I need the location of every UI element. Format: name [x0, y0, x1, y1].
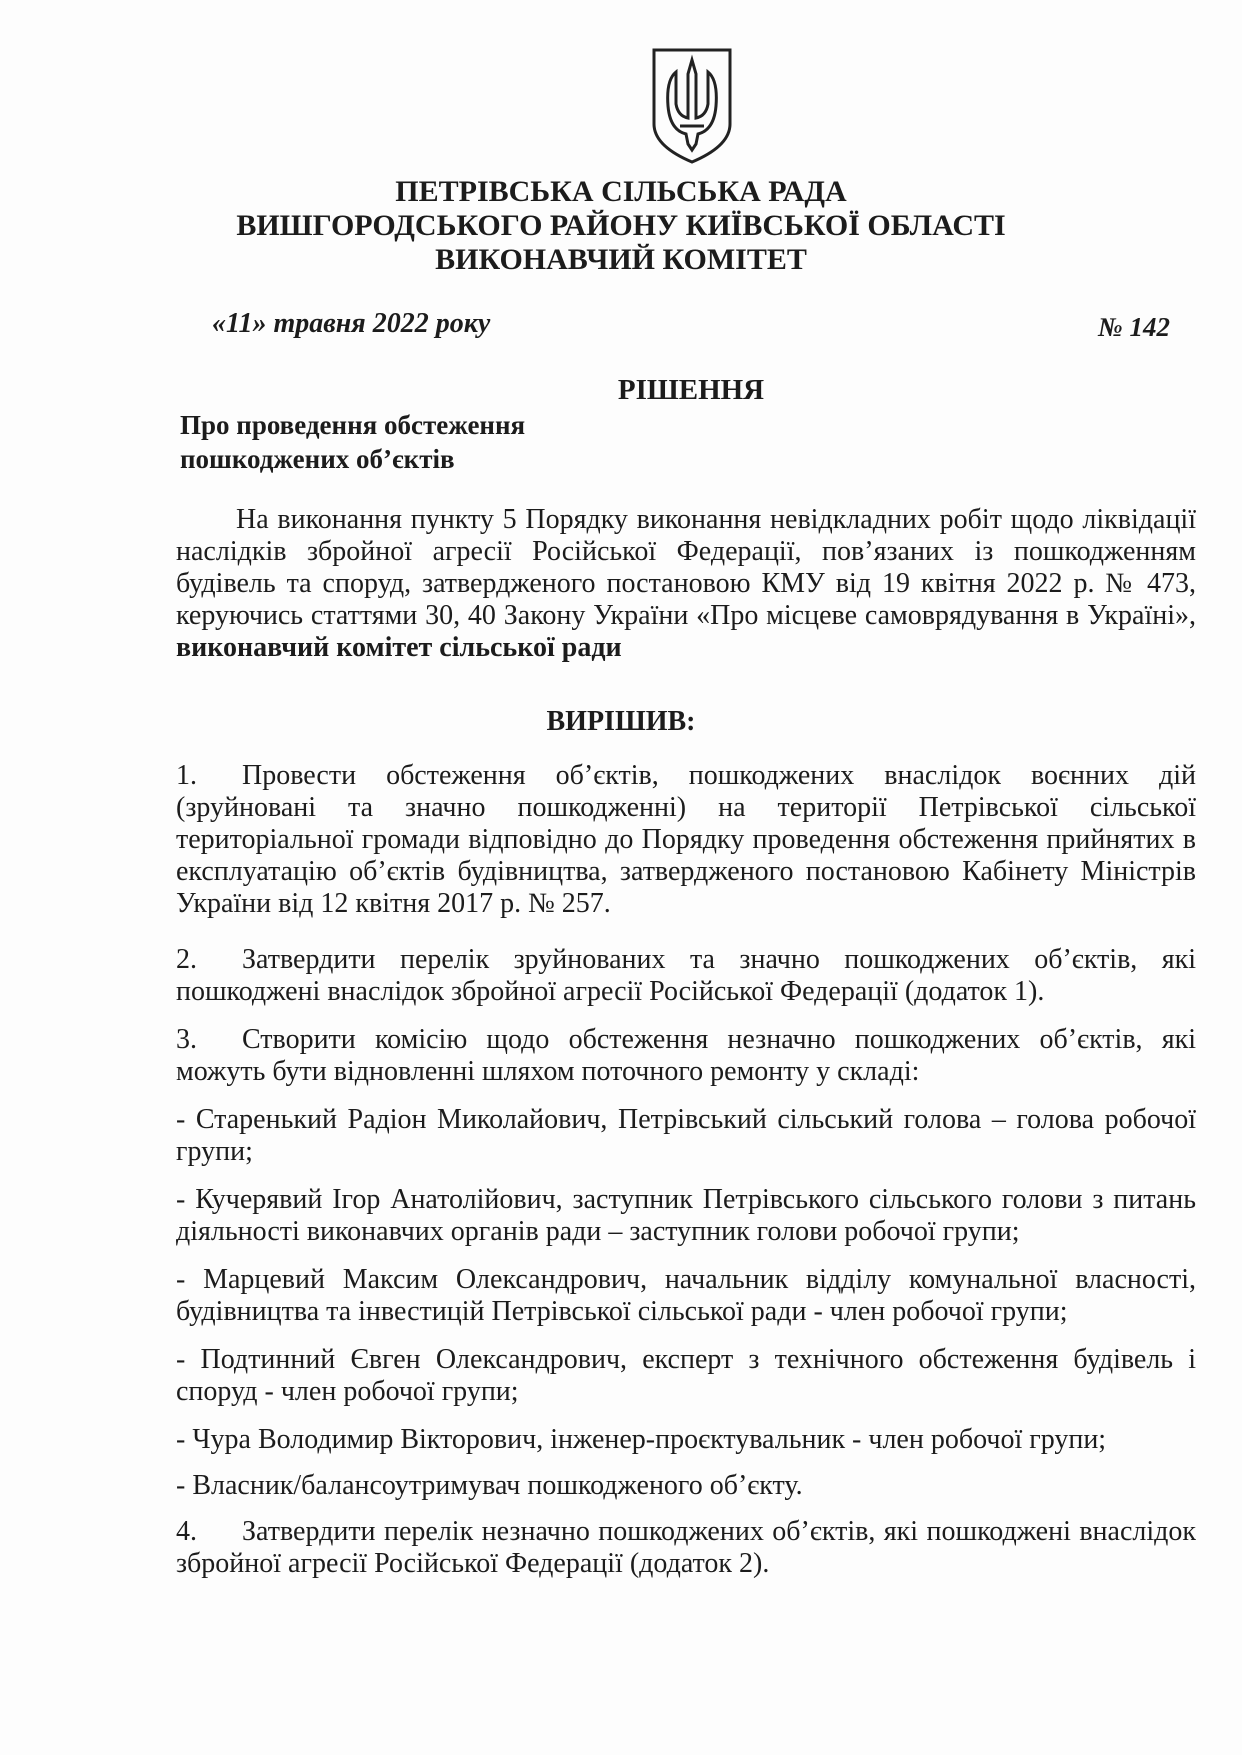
- commission-member: - Кучерявий Ігор Анатолійович, заступник Петрівського сільського голови з питань діяльності виконавчих органів ради – заступник голови робочої групи;: [176, 1184, 1196, 1247]
- decision-item-1: [176, 760, 1196, 920]
- document-type-heading: РІШЕННЯ: [617, 374, 765, 406]
- item-number: 4.: [176, 1516, 197, 1547]
- org-name-line1: ПЕТРІВСЬКА СІЛЬСЬКА РАДА: [395, 175, 847, 208]
- org-name-line3: ВИКОНАВЧИЙ КОМІТЕТ: [435, 243, 807, 276]
- decision-subject: [180, 408, 525, 476]
- preamble-bold-tail: виконавчий комітет сільської ради: [176, 632, 622, 663]
- commission-member: - Марцевий Максим Олександрович, начальник відділу комунальної власності, будівництва та інвестицій Петрівської сільської ради - член робочої групи;: [176, 1264, 1196, 1327]
- subject-line1: Про проведення обстеження: [180, 410, 526, 440]
- item-text: Затвердити перелік незначно пошкоджених об’єктів, які пошкоджені внаслідок збройної агресії Російської Федерації (додаток 2).: [176, 1516, 1196, 1579]
- item-text: Провести обстеження об’єктів, пошкоджених внаслідок воєнних дій (зруйновані та значно пошкодженні) на території Петрівської сільської територіальної громади відповідно до Порядку проведення обстеження прийнятих в експлуатацію об’єктів будівництва, затвердженого постановою Кабінету Міністрів України від 12 квітня 2017 р. № 257.: [176, 760, 1196, 919]
- decision-item-2: [176, 944, 1196, 1008]
- subject-line2: пошкоджених об’єктів: [180, 444, 455, 474]
- coat-of-arms-of-ukraine-icon: [650, 46, 734, 166]
- decision-date: «11» травня 2022 року: [212, 308, 491, 339]
- decision-item-4: [176, 1516, 1196, 1580]
- org-name-line2: ВИШГОРОДСЬКОГО РАЙОНУ КИЇВСЬКОЇ ОБЛАСТІ: [236, 209, 1006, 242]
- commission-member: - Чура Володимир Вікторович, інженер-проєктувальник - член робочої групи;: [176, 1424, 1107, 1455]
- preamble-paragraph: [176, 504, 1196, 664]
- item-number: 3.: [176, 1024, 197, 1055]
- item-number: 1.: [176, 760, 197, 791]
- commission-member: - Подтинний Євген Олександрович, експерт з технічного обстеження будівель і споруд - член робочої групи;: [176, 1344, 1196, 1407]
- commission-member: - Власник/балансоутримувач пошкодженого об’єкту.: [176, 1470, 803, 1501]
- item-number: 2.: [176, 944, 197, 975]
- decision-item-3: [176, 1024, 1196, 1088]
- decided-heading: ВИРІШИВ:: [546, 706, 696, 737]
- item-text: Затвердити перелік зруйнованих та значно пошкоджених об’єктів, які пошкоджені внаслідок збройної агресії Російської Федерації (додаток 1).: [176, 944, 1196, 1007]
- decision-number: № 142: [1098, 312, 1170, 342]
- item-text: Створити комісію щодо обстеження незначно пошкоджених об’єктів, які можуть бути відновленні шляхом поточного ремонту у складі:: [176, 1024, 1196, 1087]
- commission-member: - Старенький Радіон Миколайович, Петрівський сільський голова – голова робочої групи;: [176, 1104, 1196, 1167]
- preamble-text: На виконання пункту 5 Порядку виконання невідкладних робіт щодо ліквідації наслідків збройної агресії Російської Федерації, пов’язаних із пошкодженням будівель та споруд, затвердженого постановою КМУ від 19 квітня 2022 р. № 473, керуючись статтями 30, 40 Закону України «Про місцеве самоврядування в Україні»,: [176, 504, 1196, 631]
